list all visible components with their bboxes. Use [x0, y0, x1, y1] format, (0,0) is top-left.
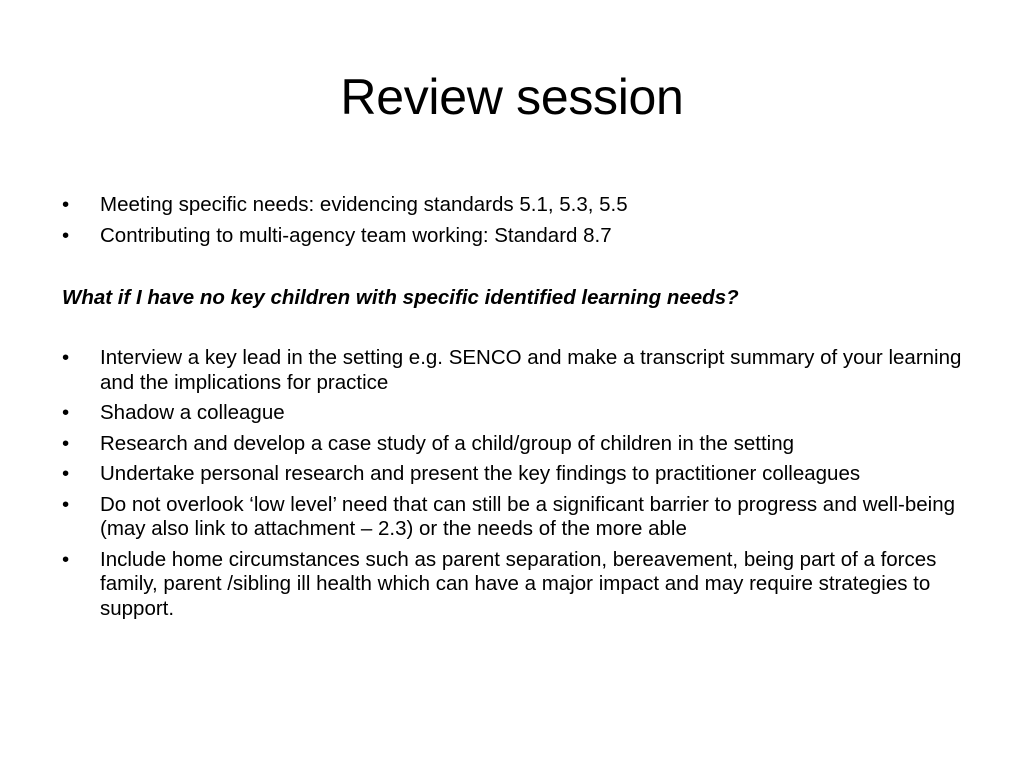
- standards-list: [62, 193, 972, 254]
- list-item-text: Shadow a colleague: [100, 401, 285, 424]
- list-item: [62, 493, 972, 542]
- bullet-icon: •: [62, 431, 70, 455]
- bullet-icon: •: [62, 462, 70, 485]
- list-item-text: Undertake personal research and present the key findings to practitioner colleagues: [100, 462, 861, 485]
- bullet-icon: •: [62, 401, 70, 424]
- list-item-text: Do not overlook ‘low level’ need that can still be a significant barrier to progress and well-being (may also link to attachment – 2.3) or the needs of the more able: [100, 492, 956, 540]
- list-item: [62, 224, 972, 249]
- suggestions-list: [62, 346, 972, 627]
- bullet-icon: •: [62, 223, 70, 247]
- list-item: [62, 401, 972, 426]
- slide-title: Review session: [340, 69, 684, 125]
- bullet-icon: •: [62, 193, 70, 216]
- list-item-text: Contributing to multi-agency team working: Standard 8.7: [100, 223, 612, 247]
- list-item-text: Interview a key lead in the setting e.g. SENCO and make a transcript summary of your learning and the implications for practice: [100, 346, 962, 394]
- list-item-text: Research and develop a case study of a child/group of children in the setting: [100, 431, 795, 455]
- list-item: [62, 432, 972, 457]
- list-item-text: Meeting specific needs: evidencing standards 5.1, 5.3, 5.5: [100, 193, 628, 216]
- list-item: [62, 346, 972, 395]
- list-item: [62, 548, 972, 622]
- question-heading: What if I have no key children with specific identified learning needs?: [62, 286, 739, 309]
- list-item-text: Include home circumstances such as parent separation, bereavement, being part of a forces family, parent /sibling ill health which can have a major impact and may require strategies to support.: [100, 547, 937, 620]
- list-item: [62, 193, 972, 218]
- bullet-icon: •: [62, 346, 70, 369]
- bullet-icon: •: [62, 547, 70, 571]
- bullet-icon: •: [62, 492, 70, 516]
- list-item: [62, 462, 972, 487]
